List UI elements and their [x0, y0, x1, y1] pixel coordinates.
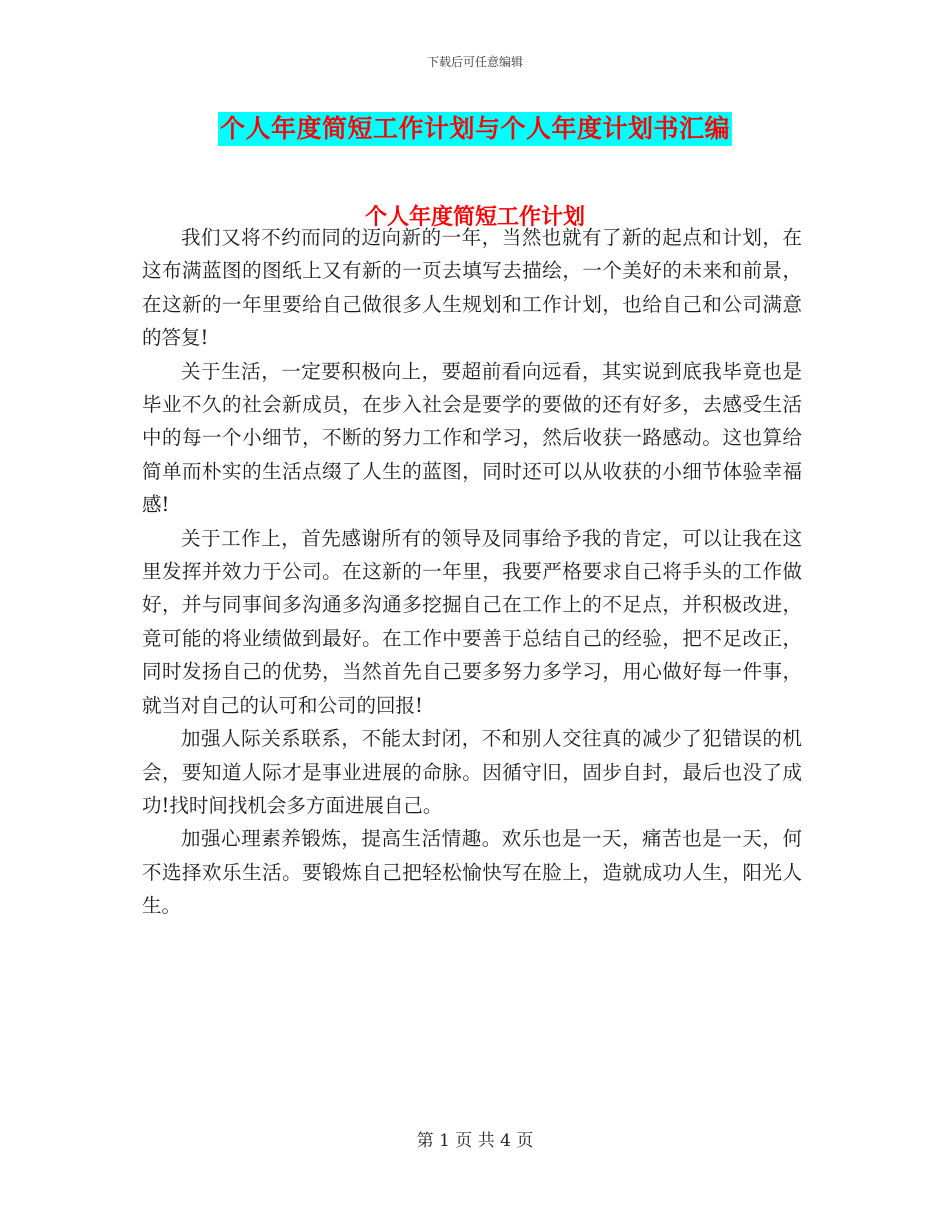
paragraph-1: 我们又将不约而同的迈向新的一年，当然也就有了新的起点和计划，在这布满蓝图的图纸上又有新的一页去填写去描绘，一个美好的未来和前景，在这新的一年里要给自己做很多人生规划和工作计划，也给自己和公司满意的答复!	[142, 226, 802, 350]
paragraph-2: 关于生活，一定要积极向上，要超前看向远看，其实说到底我毕竟也是毕业不久的社会新成员，在步入社会是要学的要做的还有好多，去感受生活中的每一个小细节，不断的努力工作和学习，然后收获一路感动。这也算给简单而朴实的生活点缀了人生的蓝图，同时还可以从收获的小细节体验幸福感!	[142, 359, 802, 517]
document-body	[142, 221, 802, 923]
paragraph-5: 加强心理素养锻炼，提高生活情趣。欢乐也是一天，痛苦也是一天，何不选择欢乐生活。要锻炼自己把轻松愉快写在脸上，造就成功人生，阳光人生。	[142, 827, 802, 918]
page-number: 第 1 页 共 4 页	[416, 1131, 534, 1151]
paragraph-4: 加强人际关系联系，不能太封闭，不和别人交往真的减少了犯错误的机会，要知道人际才是事业进展的命脉。因循守旧，固步自封，最后也没了成功!找时间找机会多方面进展自己。	[142, 727, 802, 817]
title-container	[0, 112, 950, 146]
section-title: 个人年度简短工作计划	[364, 204, 585, 230]
paragraph-3: 关于工作上，首先感谢所有的领导及同事给予我的肯定，可以让我在这里发挥并效力于公司。在这新的一年里，我要严格要求自己将手头的工作做好，并与同事间多沟通多沟通多挖掘自己在工作上的不足点，并积极改进，竟可能的将业绩做到最好。在工作中要善于总结自己的经验，把不足改正，同时发扬自己的优势，当然首先自己要多努力多学习，用心做好每一件事，就当对自己的认可和公司的回报!	[142, 526, 802, 717]
document-title: 个人年度简短工作计划与个人年度计划书汇编	[218, 112, 732, 146]
page-header-note: 下载后可任意编辑	[426, 55, 523, 69]
